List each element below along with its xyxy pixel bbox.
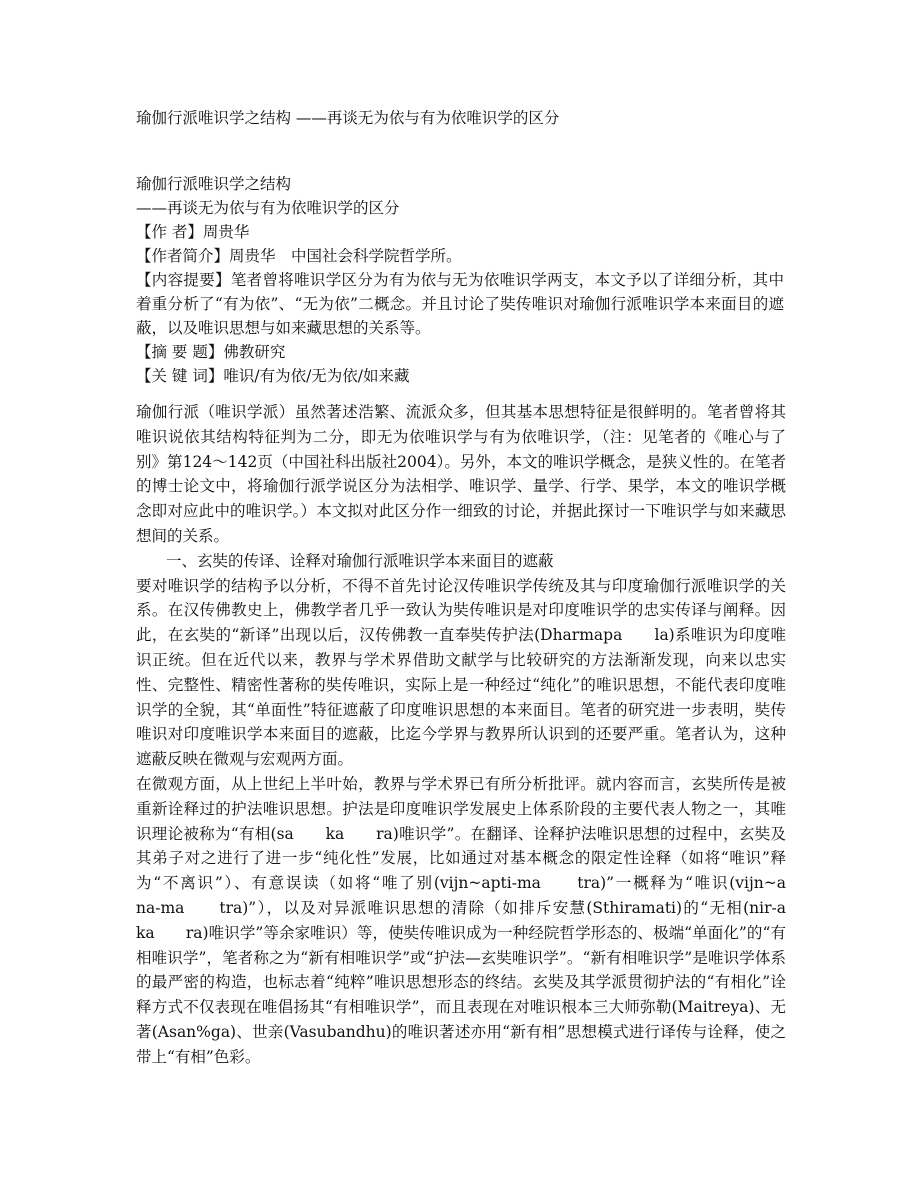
author-line: 【作 者】周贵华 (136, 223, 250, 241)
article-title: 瑜伽行派唯识学之结构 (136, 175, 292, 193)
intro-paragraph: 瑜伽行派（唯识学派）虽然著述浩繁、流派众多，但其基本思想特征是很鲜明的。笔者曾将其唯识说依其结构特征判为二分，即无为依唯识学与有为依唯识学，（注：见笔者的《唯心与了别》第124～142页（中国社科出版社2004）。另外，本文的唯识学概念，是狭义性的。在笔者的博士论文中，将瑜伽行派学说区分为法相学、唯识学、量学、行学、果学，本文的唯识学概念即对应此中的唯识学。）本文拟对此区分作一细致的讨论，并据此探讨一下唯识学与如来藏思想间的关系。 (136, 403, 786, 545)
abstract-paragraph: 【内容提要】笔者曾将唯识学区分为有为依与无为依唯识学两支，本文予以了详细分析，其中着重分析了“有为依”、“无为依”二概念。并且讨论了奘传唯识对瑜伽行派唯识学本来面目的遮蔽，以及唯识思想与如来藏思想的关系等。 (136, 271, 784, 337)
body-paragraph-1: 要对唯识学的结构予以分析，不得不首先讨论汉传唯识学传统及其与印度瑜伽行派唯识学的关系。在汉传佛教史上，佛教学者几乎一致认为奘传唯识是对印度唯识学的忠实传译与阐释。因此，在玄奘的“新译”出现以后，汉传佛教一直奉奘传护法(Dharmapa la)系唯识为印度唯识正统。但在近代以来，教界与学术界借助文献学与比较研究的方法渐渐发现，向来以忠实性、完整性、精密性著称的奘传唯识，实际上是一种经过“纯化”的唯识思想，不能代表印度唯识学的全貌，其“单面性”特征遮蔽了印度唯识思想的本来面目。笔者的研究进一步表明，奘传唯识对印度唯识学本来面目的遮蔽，比迄今学界与教界所认识到的还要严重。笔者认为，这种遮蔽反映在微观与宏观两方面。 (136, 576, 786, 769)
topic-line: 【摘 要 题】佛教研究 (136, 343, 286, 361)
author-bio-line: 【作者简介】周贵华 中国社会科学院哲学所。 (136, 247, 462, 265)
article-subtitle: ——再谈无为依与有为依唯识学的区分 (136, 199, 400, 217)
section-heading: 一、玄奘的传译、诠释对瑜伽行派唯识学本来面目的遮蔽 (166, 551, 554, 570)
keywords-line: 【关 键 词】唯识/有为依/无为依/如来藏 (136, 367, 410, 385)
article-meta (136, 172, 786, 388)
page-title: 瑜伽行派唯识学之结构 ——再谈无为依与有为依唯识学的区分 (136, 109, 560, 127)
article-body (136, 400, 818, 1070)
body-paragraph-2: 在微观方面，从上世纪上半叶始，教界与学术界已有所分析批评。就内容而言，玄奘所传是被重新诠释过的护法唯识思想。护法是印度唯识学发展史上体系阶段的主要代表人物之一，其唯识理论被称为“有相(sa ka ra)唯识学”。在翻译、诠释护法唯识思想的过程中，玄奘及其弟子对之进行了进一步“纯化性”发展，比如通过对基本概念的限定性诠释（如将“唯识”释为“不离识”）、有意误读（如将“唯了别(vijn~apti-ma tra)”一概释为“唯识(vijn~a na-ma tra)”），以及对异派唯识思想的清除（如排斥安慧(Sthiramati)的“无相(nir-a ka ra)唯识学”等余家唯识）等，使奘传唯识成为一种经院哲学形态的、极端“单面化”的“有相唯识学”，笔者称之为“新有相唯识学”或“护法—玄奘唯识学”。“新有相唯识学”是唯识学体系的最严密的构造，也标志着“纯粹”唯识思想形态的终结。玄奘及其学派贯彻护法的“有相化”诠释方式不仅表现在唯倡扬其“有相唯识学”，而且表现在对唯识根本三大师弥勒(Maitreya)、无著(Asan%ga)、世亲(Vasubandhu)的唯识著述亦用“新有相”思想模式进行译传与诠释，使之带上“有相”色彩。 (136, 774, 818, 1066)
